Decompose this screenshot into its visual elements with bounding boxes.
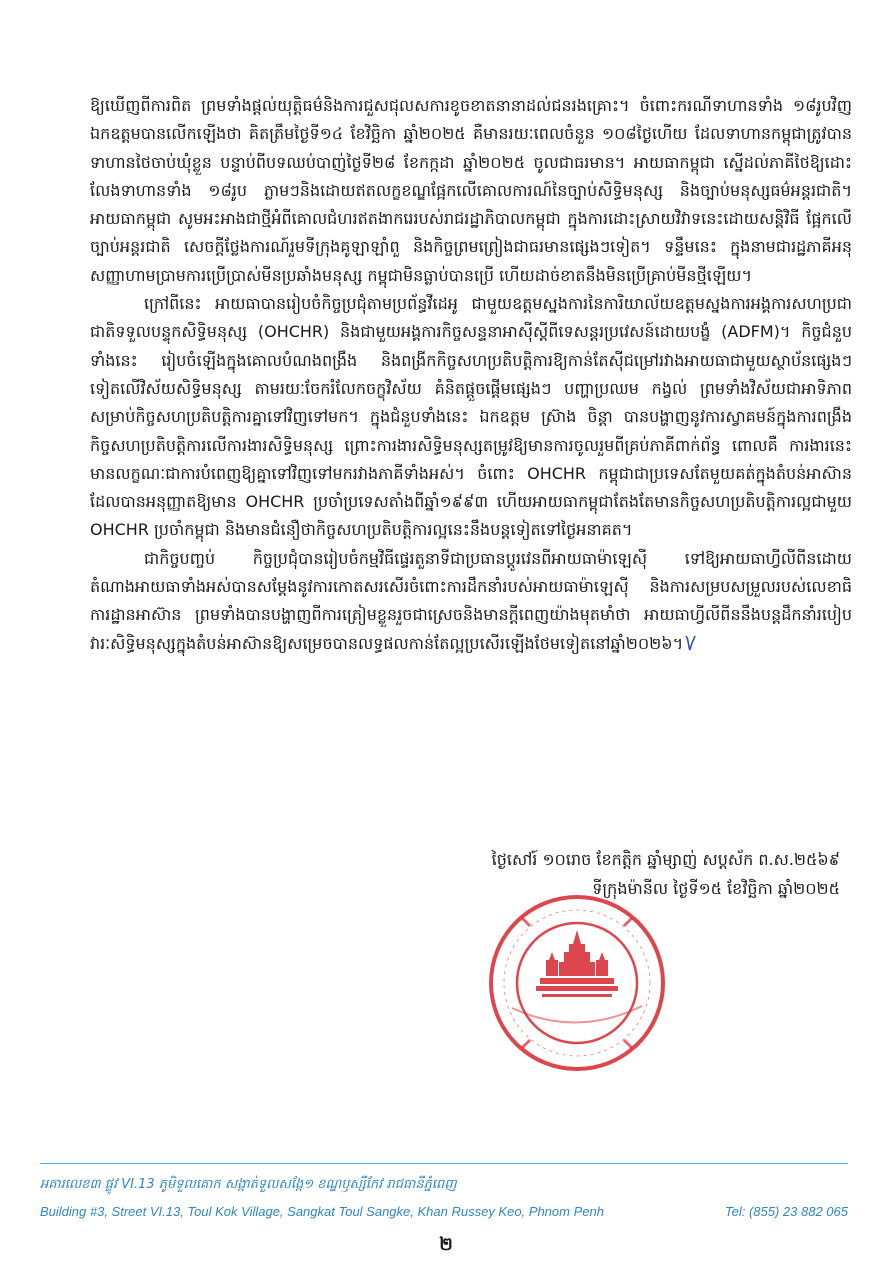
document-body <box>90 92 852 658</box>
footer-address-khmer: អគារលេខ៣ ផ្លូវ VI.13 ភូមិទួលគោក សង្កាត់ទួលសង្កែ១ ខណ្ឌឫស្សីកែវ រាជធានីភ្នំពេញ <box>40 1177 457 1192</box>
paragraph-2: ក្រៅពីនេះ អាយធាបានរៀបចំកិច្ចប្រជុំតាមប្រព័ន្ធវីដេអូ ជាមួយឧត្តមស្នងការនៃការិយាល័យឧត្តមស្នងការអង្គការសហប្រជាជាតិទទួលបន្ទុកសិទ្ធិមនុស្ស (OHCHR) និងជាមួយអង្គការកិច្ចសន្ទនាអាស៊ីស្ដីពីទេសន្តរប្រវេសន៍ដោយបង្ខំ (ADFM)។ កិច្ចជំនួបទាំងនេះ រៀបចំឡើងក្នុងគោលបំណងពង្រឹង និងពង្រីកកិច្ចសហប្រតិបត្តិការឱ្យកាន់តែស៊ីជម្រៅរវាងអាយធាជាមួយស្ថាប័នផ្សេងៗទៀតលើវិស័យសិទ្ធិមនុស្ស តាមរយៈចែករំលែកចក្ខុវិស័យ គំនិតផ្ដួចផ្ដើមផ្សេងៗ បញ្ហាប្រឈម កង្វល់ ព្រមទាំងវិស័យជាអាទិភាពសម្រាប់កិច្ចសហប្រតិបត្តិការគ្នាទៅវិញទៅមក។ ក្នុងជំនួបទាំងនេះ ឯកឧត្តម ស្រ៊ាង ចិន្តា បានបង្ហាញនូវការស្វាគមន៍ក្នុងការពង្រឹងកិច្ចសហប្រតិបត្តិការលើការងារសិទ្ធិមនុស្ស ព្រោះការងារសិទ្ធិមនុស្សតម្រូវឱ្យមានការចូលរួមពីគ្រប់ភាគីពាក់ព័ន្ធ ពោលគឺ ការងារនេះមានលក្ខណៈជាការបំពេញឱ្យគ្នាទៅវិញទៅមករវាងភាគីទាំងអស់។ ចំពោះ OHCHR កម្ពុជាជាប្រទេសតែមួយគត់ក្នុងតំបន់អាស៊ានដែលបានអនុញ្ញាតឱ្យមាន OHCHR ប្រចាំប្រទេសតាំងពីឆ្នាំ១៩៩៣ ហើយអាយធាកម្ពុជាតែងតែមានកិច្ចសហប្រតិបត្តិការល្អជាមួយ OHCHR ប្រចាំកម្ពុជា និងមានជំនឿថាកិច្ចសហប្រតិបត្តិការល្អនេះនឹងបន្តទៀតទៅថ្ងៃអនាគត។ <box>90 294 852 540</box>
page-number: ២ <box>439 1234 453 1255</box>
date-solar: ទីក្រុងម៉ានីល ថ្ងៃទី១៥ ខែវិច្ឆិកា ឆ្នាំ២០២៥ <box>592 879 840 898</box>
footer-telephone: Tel: (855) 23 882 065 <box>724 1204 848 1219</box>
temple-emblem-icon <box>536 930 618 997</box>
footer-address-english: Building #3, Street VI.13, Toul Kok Village, Sangkat Toul Sangke, Khan Russey Keo, Phnom Penh <box>40 1204 604 1219</box>
date-lunar: ថ្ងៃសៅរ៍ ១០រោច ខែកត្តិក ឆ្នាំម្សាញ់ សប្តស័ក ព.ស.២៥៦៩ <box>491 850 840 869</box>
footer-divider <box>40 1163 848 1164</box>
paragraph-3 <box>90 545 852 658</box>
initial-mark-icon <box>683 634 697 652</box>
paragraph-3-text: ជាកិច្ចបញ្ចប់ កិច្ចប្រជុំបានរៀបចំកម្មវិធីផ្ទេរតួនាទីជាប្រធានប្ដូរវេនពីអាយធាម៉ាឡេស៊ី ទៅឱ្យអាយធាហ្វីលីពីនដោយតំណាងអាយធាទាំងអស់បានសម្ដែងនូវការកោតសរសើរចំពោះការដឹកនាំរបស់អាយធាម៉ាឡេស៊ី និងការសម្របសម្រួលរបស់លេខាធិការដ្ឋានអាស៊ាន ព្រមទាំងបានបង្ហាញពីការត្រៀមខ្លួនរួចជាស្រេចនិងមានក្ដីពេញយ៉ាងមុតមាំថា អាយធាហ្វីលីពីននឹងបន្តដឹកនាំរបៀបវារៈសិទ្ធិមនុស្សក្នុងតំបន់អាស៊ានឱ្យសម្រេចបានលទ្ធផលកាន់តែល្អប្រសើរឡើងថែមទៀតនៅឆ្នាំ២០២៦។ <box>90 548 852 653</box>
paragraph-1: ឱ្យឃើញពីការពិត ព្រមទាំងផ្ដល់យុត្តិធម៌និងការជួសជុលសការខូចខាតនានាដល់ជនរងគ្រោះ។ ចំពោះករណីទាហានទាំង ១៨រូបវិញ ឯកឧត្តមបានលើកឡើងថា គិតត្រឹមថ្ងៃទី១៤ ខែវិច្ឆិកា ឆ្នាំ២០២៥ គឺមានរយៈពេលចំនួន ១០៨ថ្ងៃហើយ ដែលទាហានកម្ពុជាត្រូវបានទាហានថៃចាប់ឃុំខ្លួន បន្ទាប់ពីបទឈប់បាញ់ថ្ងៃទី២៨ ខែកក្កដា ឆ្នាំ២០២៥ ចូលជាធរមាន។ អាយធាកម្ពុជា ស្នើដល់ភាគីថៃឱ្យដោះលែងទាហានទាំង ១៨រូប ភ្លាមៗនិងដោយឥតលក្ខខណ្ឌផ្អែកលើគោលការណ៍នៃច្បាប់សិទ្ធិមនុស្ស និងច្បាប់មនុស្សធម៌អន្តរជាតិ។ អាយធាកម្ពុជា សូមអះអាងជាថ្មីអំពីគោលជំហរឥតងាករេរបស់រាជរដ្ឋាភិបាលកម្ពុជា ក្នុងការដោះស្រាយវិវាទនេះដោយសន្តិវិធី ផ្អែកលើច្បាប់អន្តរជាតិ សេចក្ដីថ្លែងការណ៍រួមទីក្រុងគូឡាឡាំពួ និងកិច្ចព្រមព្រៀងជាធរមានផ្សេងៗទៀត។ ទន្ទឹមនេះ ក្នុងនាមជារដ្ឋភាគីអនុសញ្ញាហាមប្រាមការប្រើប្រាស់មីនប្រឆាំងមនុស្ស កម្ពុជាមិនធ្លាប់បានប្រើ ហើយដាច់ខាតនឹងមិនប្រើគ្រាប់មីនថ្មីឡើយ។ <box>90 96 852 285</box>
official-seal <box>482 888 672 1078</box>
